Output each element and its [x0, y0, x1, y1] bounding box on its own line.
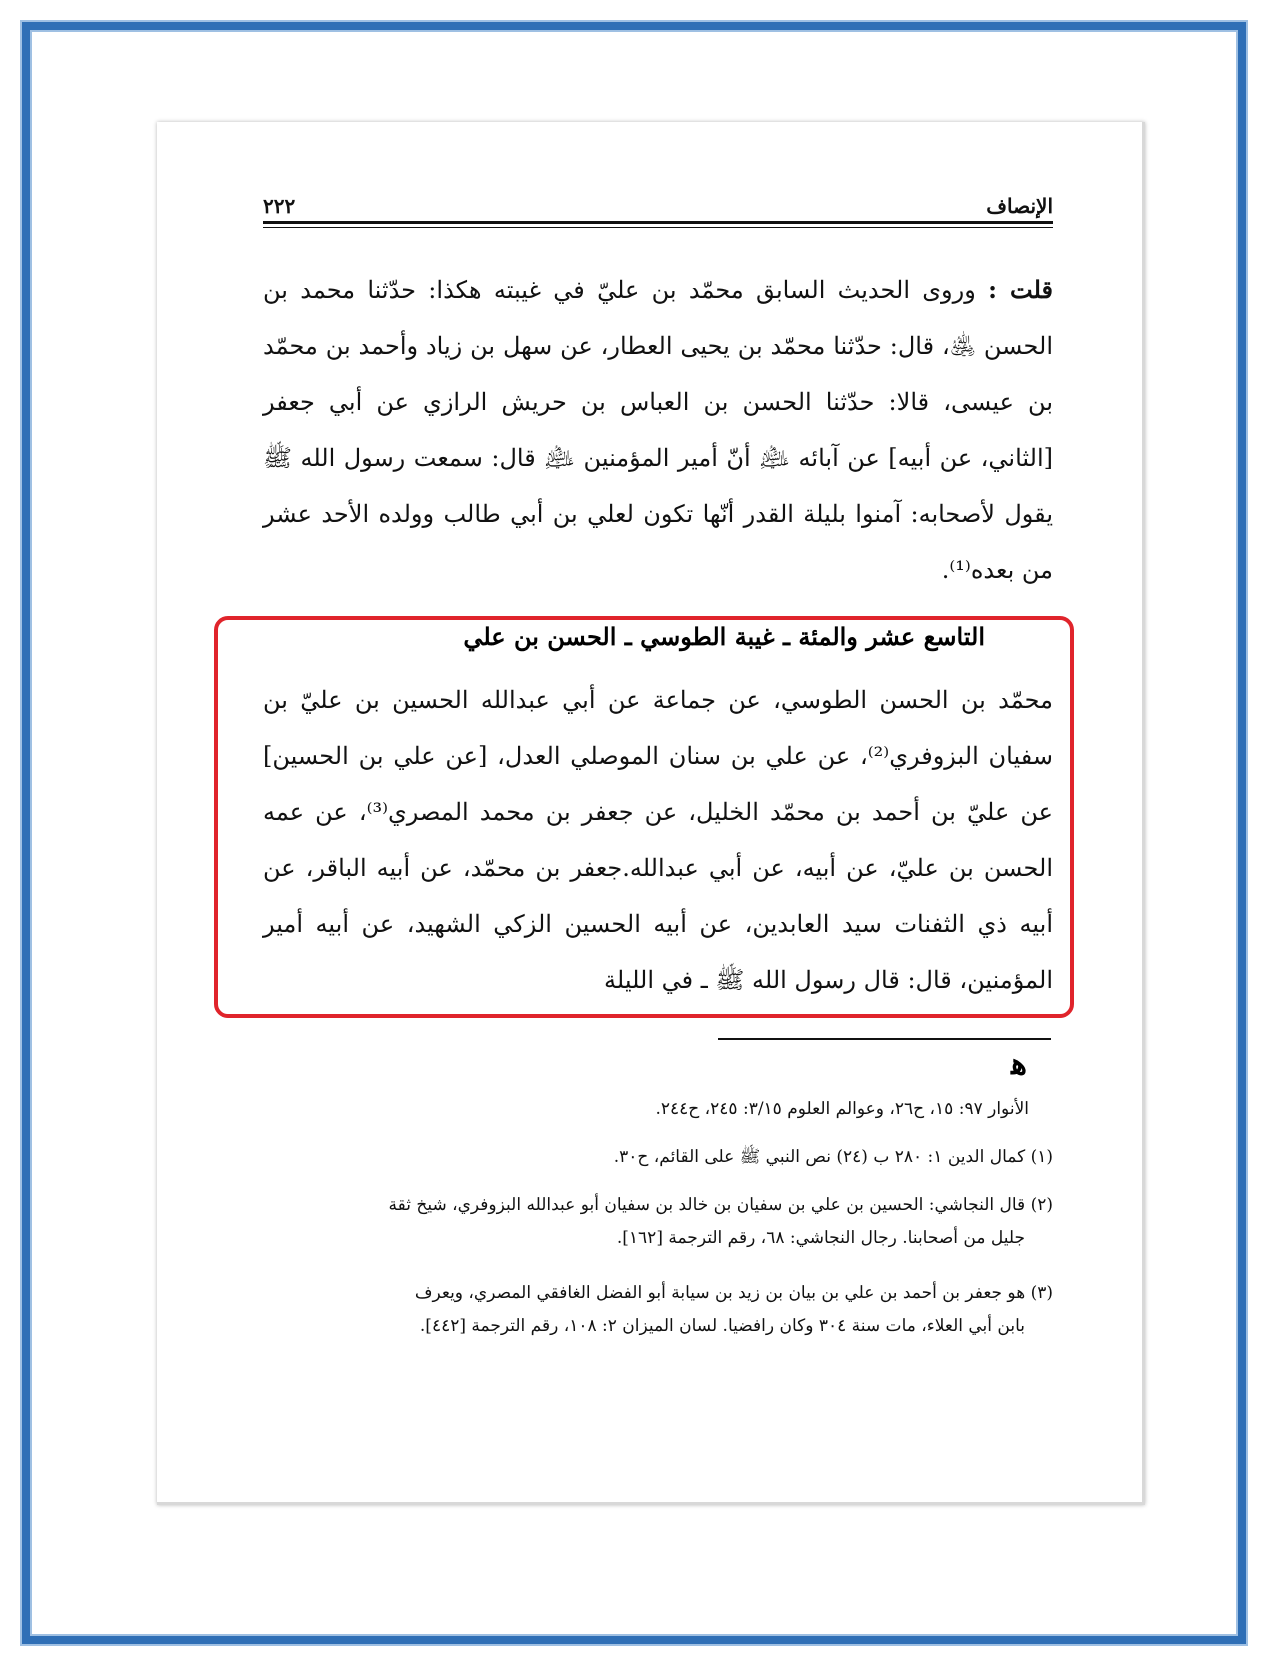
footnote-continuation: الأنوار ٩٧: ١٥، ح٢٦، وعوالم العلوم ٣/١٥: ٢٤٥، ح٢٤٤.: [655, 1099, 1029, 1119]
header-rule-thick: [263, 221, 1053, 224]
footnotes: [263, 1096, 1053, 1368]
section-paragraph: محمّد بن الحسن الطوسي، عن جماعة عن أبي عبدالله الحسين بن عليّ بن سفيان البزوفري⁽²⁾، عن علي بن سنان الموصلي العدل، [عن علي بن الحسين] عن عليّ بن أحمد بن محمّد الخليل، عن جعفر بن محمد المصري⁽³⁾، عن عمه الحسن بن عليّ، عن أبيه، عن أبي عبدالله.جعفر بن محمّد، عن أبيه الباقر، عن أبيه ذي الثفنات سيد العابدين، عن أبيه الحسين الزكي الشهيد، عن أبيه أمير المؤمنين، قال: قال رسول الله ﷺ ـ في الليلة: [263, 686, 1053, 994]
page-number: ٢٢٢: [263, 194, 296, 218]
footnote-rule: [718, 1038, 1051, 1040]
page-header: [263, 188, 1053, 218]
footnote-marker-icon: ﻫ: [1011, 1047, 1027, 1082]
footnote-3-line-1: (٣) هو جعفر بن أحمد بن علي بن بيان بن زيد بن سيابة أبو الفضل الغافقي المصري، ويعرف: [414, 1283, 1053, 1303]
header-title: الإنصاف: [986, 194, 1053, 218]
footnote-2-line-1: (٢) قال النجاشي: الحسين بن علي بن سفيان بن خالد بن سفيان أبو عبدالله البزوفري، شيخ ثقة: [388, 1195, 1053, 1215]
footnote-1: (١) كمال الدين ١: ٢٨٠ ب (٢٤) نص النبي ﷺ على القائم، ح٣٠.: [613, 1147, 1053, 1167]
intro-paragraph: [263, 262, 1053, 598]
footnote-2: [263, 1192, 1053, 1258]
footnote-3: [263, 1280, 1053, 1346]
section-heading: التاسع عشر والمئة ـ غيبة الطوسي ـ الحسن بن علي: [463, 622, 985, 651]
intro-lead: قلت :: [988, 275, 1054, 304]
header-rule-thin: [263, 227, 1053, 228]
footnote-2-line-2: جليل من أصحابنا. رجال النجاشي: ٦٨، رقم الترجمة [١٦٢].: [616, 1228, 1025, 1248]
footnote-3-line-2: بابن أبي العلاء، مات سنة ٣٠٤ وكان رافضيا. لسان الميزان ٢: ١٠٨، رقم الترجمة [٤٤٢].: [419, 1316, 1025, 1336]
intro-text: وروى الحديث السابق محمّد بن عليّ في غيبته هكذا: حدّثنا محمد بن الحسن ﵁، قال: حدّثنا محمّد بن يحيى العطار، عن سهل بن زياد وأحمد بن محمّد بن عيسى، قالا: حدّثنا الحسن بن العباس بن حريش الرازي عن أبي جعفر [الثاني، عن أبيه] عن آبائه ﵇ أنّ أمير المؤمنين ﵇ قال: سمعت رسول الله ﷺ يقول لأصحابه: آمنوا بليلة القدر أنّها تكون لعلي بن أبي طالب وولده الأحد عشر من بعده⁽¹⁾.: [263, 276, 1053, 584]
